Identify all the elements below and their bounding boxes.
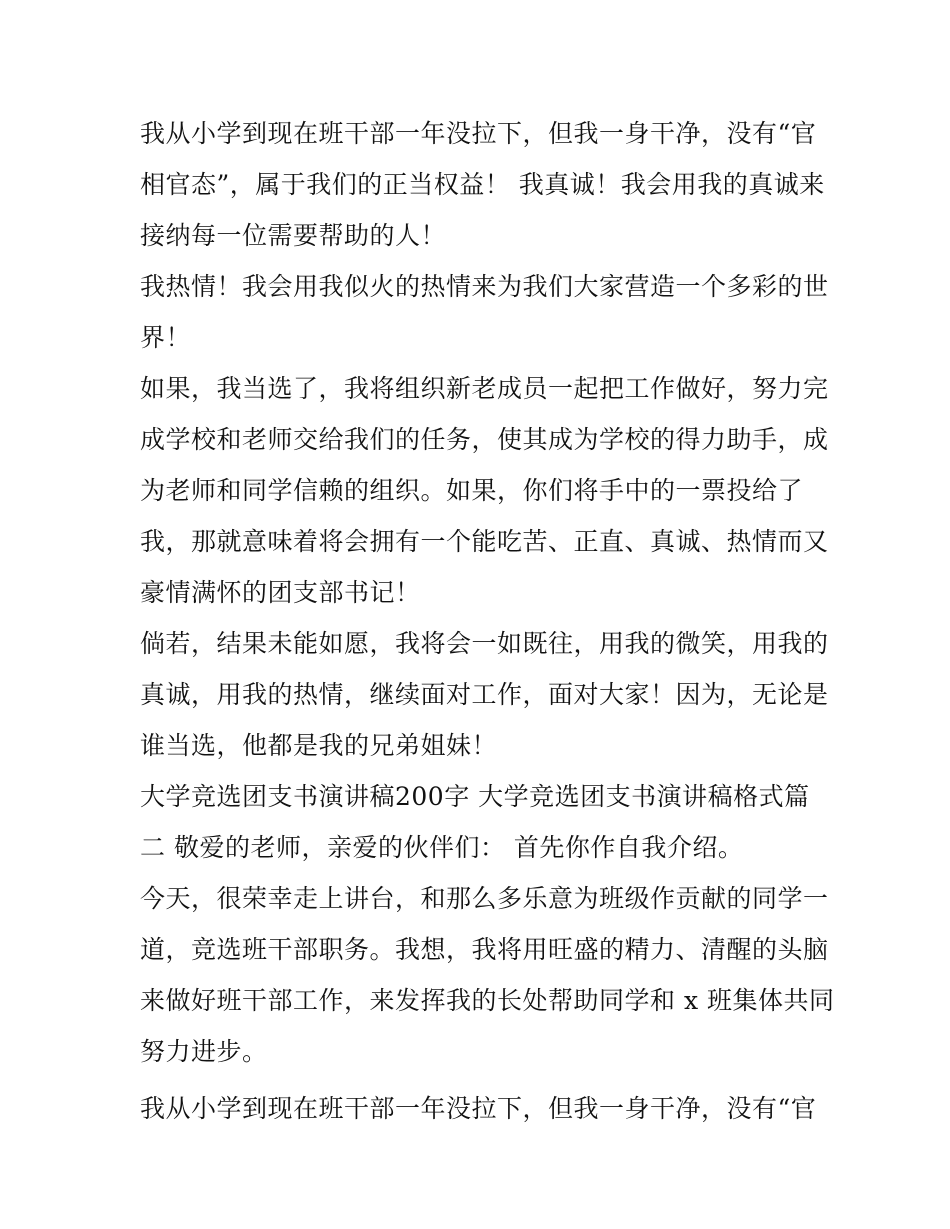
text-line: 道，竞选班干部职务。我想，我将用旺盛的精力、清醒的头脑	[140, 935, 829, 964]
text-line: 相官态”，属于我们的正当权益！ 我真诚！我会用我的真诚来	[140, 170, 825, 199]
text-line: 我，那就意味着将会拥有一个能吃苦、正直、真诚、热情而又	[140, 527, 829, 556]
document-body	[140, 108, 835, 1134]
text-line: 接纳每一位需要帮助的人！	[140, 221, 447, 250]
text-line: 成学校和老师交给我们的任务，使其成为学校的得力助手，成	[140, 425, 829, 454]
text-line: 真诚，用我的热情，继续面对工作，面对大家！因为，无论是	[140, 680, 829, 709]
text-line: 为老师和同学信赖的组织。如果，你们将手中的一票投给了	[140, 476, 804, 505]
text-line: 倘若，结果未能如愿，我将会一如既往，用我的微笑，用我的	[140, 629, 829, 658]
text-line: 大学竞选团支书演讲稿200字 大学竞选团支书演讲稿格式篇	[140, 782, 810, 811]
text-line: 努力进步。	[140, 1037, 268, 1066]
text-line: 豪情满怀的团支部书记！	[140, 578, 421, 607]
text-line: 如果，我当选了，我将组织新老成员一起把工作做好，努力完	[140, 374, 829, 403]
text-line: 今天，很荣幸走上讲台，和那么多乐意为班级作贡献的同学一	[140, 884, 829, 913]
text-line: 来做好班干部工作，来发挥我的长处帮助同学和 x 班集体共同	[140, 986, 835, 1015]
text-line: 我从小学到现在班干部一年没拉下，但我一身干净，没有“官	[140, 1094, 817, 1123]
text-line: 界！	[140, 323, 192, 352]
text-line: 我从小学到现在班干部一年没拉下，但我一身干净，没有“官	[140, 119, 817, 148]
text-line: 我热情！我会用我似火的热情来为我们大家营造一个多彩的世	[140, 272, 829, 301]
text-line: 二 敬爱的老师，亲爱的伙伴们： 首先你作自我介绍。	[140, 833, 744, 862]
text-line: 谁当选，他都是我的兄弟姐妹！	[140, 731, 498, 760]
